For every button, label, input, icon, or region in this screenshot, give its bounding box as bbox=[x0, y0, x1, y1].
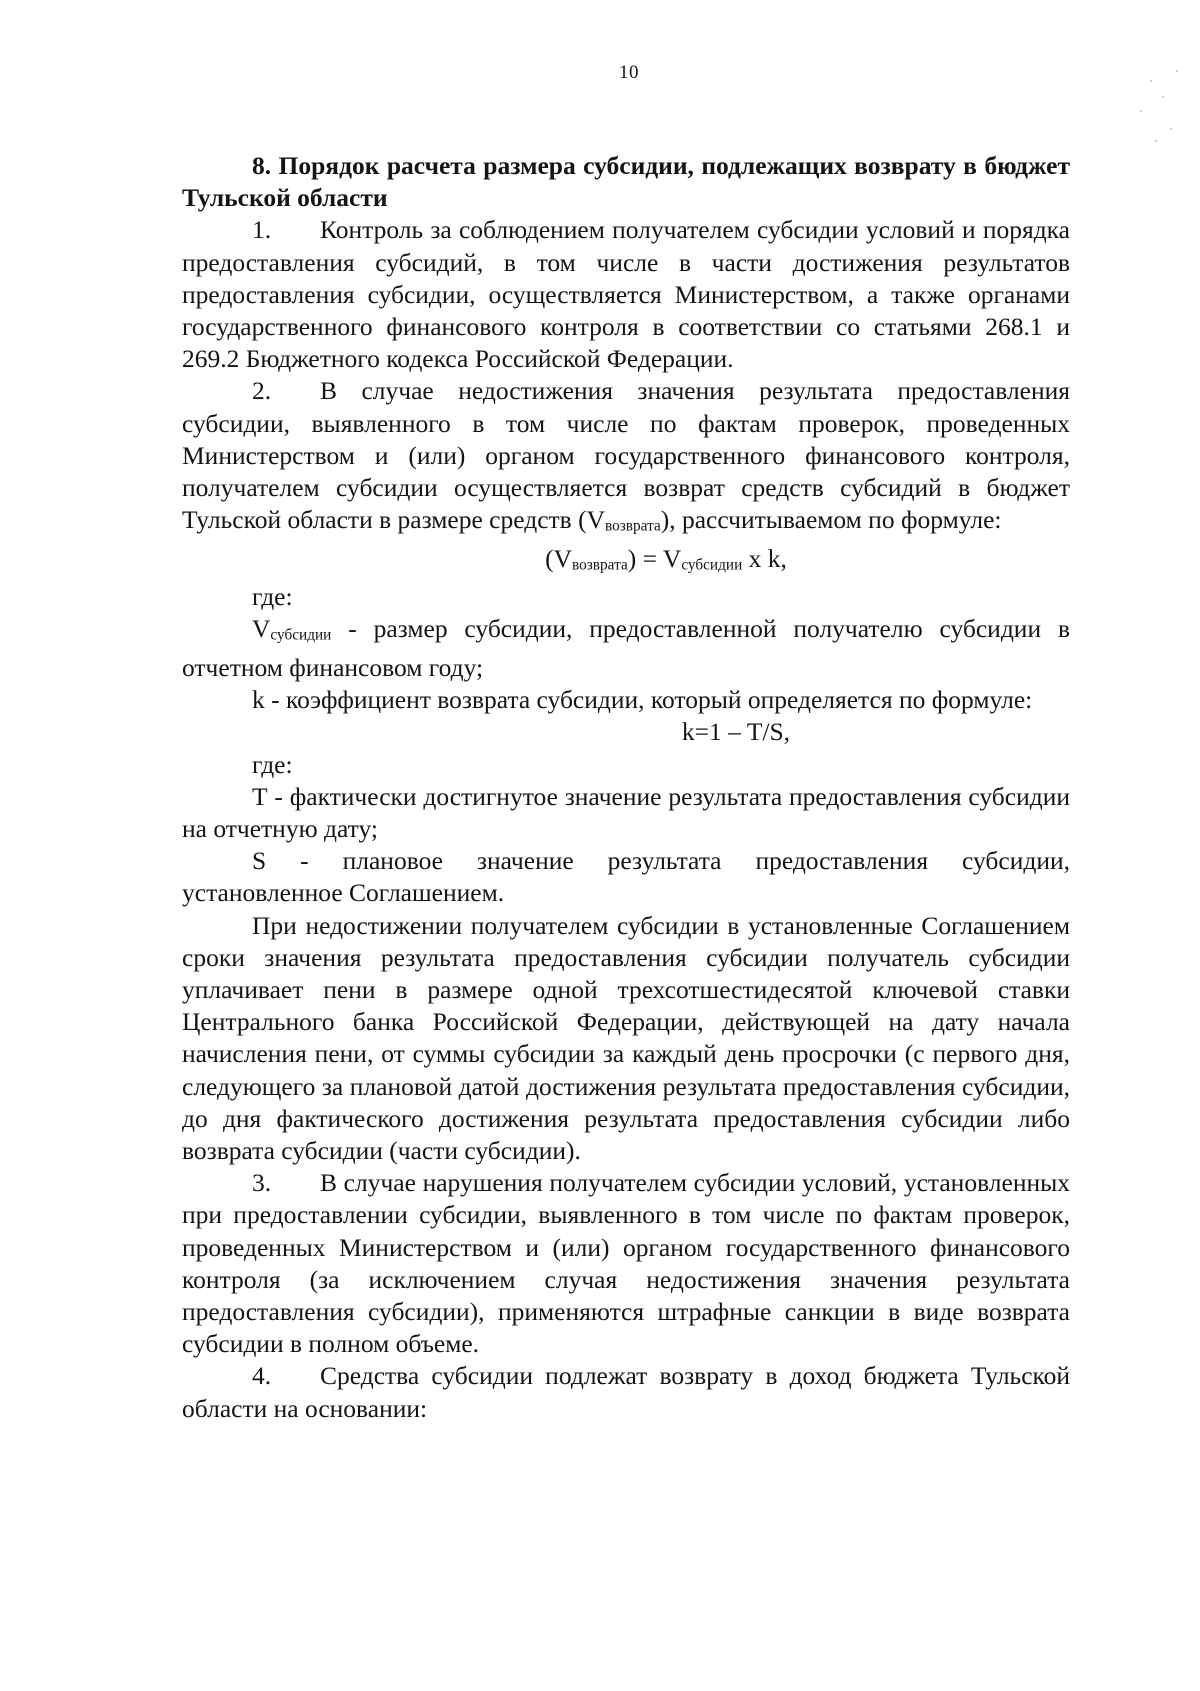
paragraph-3-text: В случае нарушения получателем субсидии условий, установленных при предоставлении субсидии, выявленного в том числе по фактам проверок, проведенных Министерством и (или) органом государственного финансового контроля (за исключением случая недостижения значения результата предоставления субсидии), применяются штрафные санкции в виде возврата субсидии в полном объеме. bbox=[182, 1168, 1070, 1359]
formula-k: k=1 – T/S, bbox=[681, 717, 791, 747]
section-heading: 8. Порядок расчета размера субсидии, подлежащих возврату в бюджет Тульской области bbox=[182, 151, 1070, 213]
scan-speck bbox=[1176, 70, 1178, 72]
paragraph-2-subscript: возврата bbox=[605, 517, 661, 535]
where-label-2: где: bbox=[252, 749, 293, 779]
where-label-1: где: bbox=[252, 582, 293, 612]
document-body bbox=[182, 150, 1070, 1425]
definition-v-subsidy bbox=[182, 613, 1070, 684]
paragraph-penalty: При недостижении получателем субсидии в установленные Соглашением сроки значения результата предоставления субсидии получатель субсидии уплачивает пени в размере одной трехсотшестидесятой ключевой ставки Центрального банка Российской Федерации, действующей на дату начала начисления пени, от суммы субсидии за каждый день просрочки (с первого дня, следующего за плановой датой достижения результата предоставления субсидии, до дня фактического достижения результата предоставления субсидии либо возврата субсидии (части субсидии). bbox=[182, 910, 1070, 1165]
scan-speck bbox=[1155, 140, 1157, 142]
definition-s: S - плановое значение результата предоставления субсидии, установленное Соглашением. bbox=[182, 846, 1070, 908]
scan-speck bbox=[1140, 110, 1142, 112]
definition-t: Т - фактически достигнутое значение результата предоставления субсидии на отчетную дату; bbox=[182, 781, 1070, 843]
scan-speck bbox=[1150, 80, 1152, 82]
paragraph-2-number: 2. bbox=[252, 376, 272, 406]
paragraph-4-text: Средства субсидии подлежат возврату в доход бюджета Тульской области на основании: bbox=[182, 1361, 1070, 1423]
formula-refund-subscript-a: возврата bbox=[572, 556, 628, 573]
paragraph-2 bbox=[182, 375, 1070, 542]
definition-k: k - коэффициент возврата субсидии, который определяется по формуле: bbox=[252, 685, 1033, 715]
definition-v-symbol: V bbox=[252, 614, 271, 644]
paragraph-2-text-before: В случае недостижения значения результата предоставления субсидии, выявленного в том числе по фактам проверок, проведенных Министерством и (или) органом государственного финансового контроля, получателем субсидии осуществляется возврат средств субсидий в бюджет Тульской области в размере средств (V bbox=[182, 376, 1070, 535]
page-number: 10 bbox=[619, 62, 639, 83]
paragraph-1 bbox=[182, 214, 1070, 375]
paragraph-1-number: 1. bbox=[252, 215, 272, 245]
scan-speck bbox=[1162, 96, 1164, 98]
paragraph-3-number: 3. bbox=[252, 1168, 272, 1198]
formula-refund bbox=[182, 543, 1070, 581]
formula-refund-mid: ) = V bbox=[627, 543, 682, 573]
paragraph-4-number: 4. bbox=[252, 1361, 272, 1391]
formula-refund-subscript-b: субсидии bbox=[681, 556, 743, 573]
paragraph-2-text-after: ), рассчитываемом по формуле: bbox=[660, 505, 1002, 535]
paragraph-4 bbox=[182, 1360, 1070, 1424]
formula-refund-open: (V bbox=[545, 543, 572, 573]
definition-v-text: - размер субсидии, предоставленной получателю субсидии в отчетном финансовом году; bbox=[182, 614, 1070, 682]
formula-refund-end: x k, bbox=[742, 543, 787, 573]
definition-v-subscript: субсидии bbox=[270, 626, 332, 644]
paragraph-1-text: Контроль за соблюдением получателем субсидии условий и порядка предоставления субсидий, в том числе в части достижения результатов предоставления субсидии, осуществляется Министерством, а также органами государственного финансового контроля в соответствии со статьями 268.1 и 269.2 Бюджетного кодекса Российской Федерации. bbox=[182, 215, 1070, 374]
paragraph-3 bbox=[182, 1167, 1070, 1360]
scan-speck bbox=[1170, 128, 1172, 130]
